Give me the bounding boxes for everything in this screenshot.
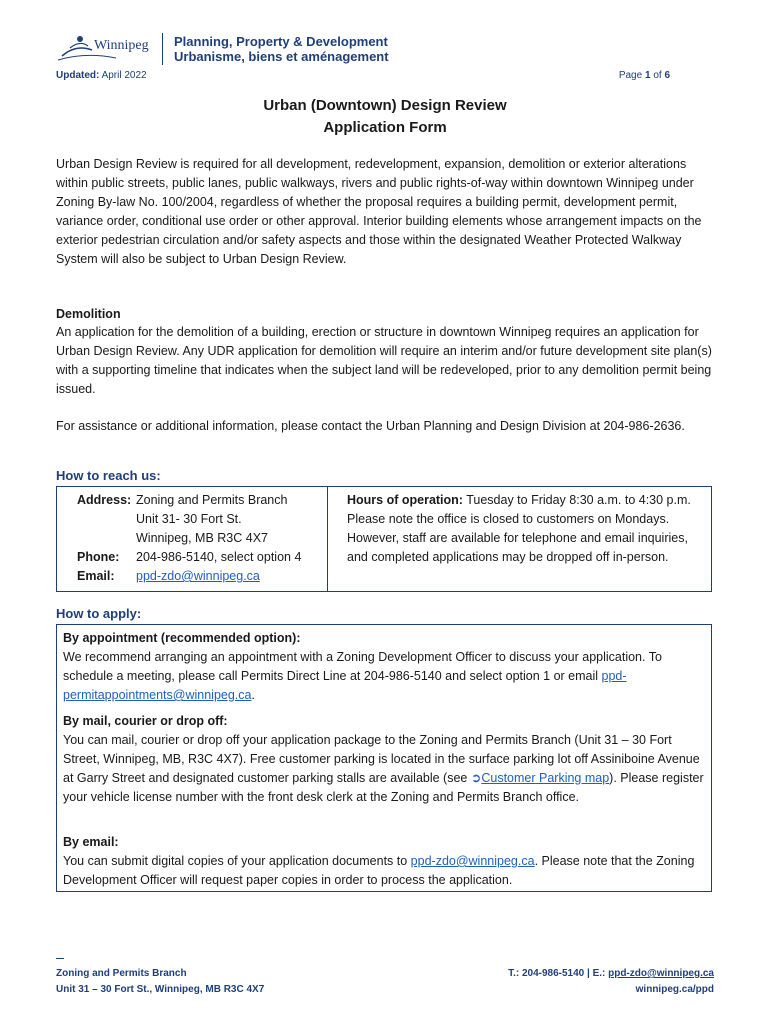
- updated-date: [56, 70, 147, 81]
- appointment-text-before: We recommend arranging an appointment with a Zoning Development Officer to discuss your application. To schedule a meeting, please call Permits Direct Line at 204-986-5140 and select option 1 or email: [63, 650, 662, 683]
- footer-contact-prefix: T.: 204-986-5140 | E.:: [508, 968, 609, 979]
- footer-website[interactable]: winnipeg.ca/ppd: [635, 984, 714, 995]
- page-current: 1: [644, 70, 651, 81]
- submission-email-link[interactable]: ppd-zdo@winnipeg.ca: [410, 854, 535, 868]
- address-line-1: Zoning and Permits Branch: [136, 493, 288, 507]
- address-line-3: Winnipeg, MB R3C 4X7: [136, 531, 269, 545]
- footer-address: Unit 31 – 30 Fort St., Winnipeg, MB R3C 4X7: [56, 984, 265, 995]
- appointment-email-link[interactable]: ppd-permitappointments@winnipeg.ca: [63, 669, 627, 702]
- appointment-option: [63, 629, 707, 705]
- department-name-en: Planning, Property & Development: [174, 34, 388, 49]
- arrow-circle-icon: ➲: [470, 771, 482, 785]
- document-title: Urban (Downtown) Design Review: [263, 97, 507, 114]
- updated-label: Updated:: [56, 70, 100, 81]
- footer-branch-info: [56, 966, 264, 998]
- intro-paragraph: Urban Design Review is required for all development, redevelopment, expansion, demolition or exterior alterations within public streets, public lanes, public walkways, rivers and public rights-of-way within downtown Winnipeg under Zoning By-law No. 100/2004, regardless of whether the proposal requires a building permit, development permit, variance order, conditional use order or other approval. Interior building elements whose arrangement impacts on the exterior pedestrian circulation and/or safety aspects and those within the designated Weather Protected Walkway System will also be subject to Urban Design Review.: [56, 157, 702, 266]
- logo-wordmark: Winnipeg: [94, 38, 149, 53]
- parking-map-label[interactable]: Customer Parking map: [481, 771, 610, 785]
- email-label: Email:: [77, 569, 115, 583]
- apply-heading: How to apply:: [56, 606, 142, 621]
- assistance-paragraph: For assistance or additional information, please contact the Urban Planning and Design Division at 204-986-2636.: [56, 419, 685, 433]
- address-line-2: Unit 31- 30 Fort St.: [136, 512, 242, 526]
- parking-map-link[interactable]: [471, 771, 609, 785]
- reach-heading: How to reach us:: [56, 468, 161, 483]
- page-number: [619, 70, 670, 81]
- department-name-fr: Urbanisme, biens et aménagement: [174, 49, 389, 64]
- footer-email-link[interactable]: ppd-zdo@winnipeg.ca: [608, 968, 714, 979]
- contact-info-box: [56, 486, 712, 592]
- page-header: [56, 30, 396, 70]
- header-divider: [162, 33, 163, 65]
- email-option: [63, 833, 707, 890]
- footer-contact: [508, 966, 714, 982]
- mail-heading: By mail, courier or drop off:: [63, 714, 228, 728]
- email-link[interactable]: ppd-zdo@winnipeg.ca: [136, 569, 260, 583]
- mail-text-before: You can mail, courier or drop off your application package to the Zoning and Permits Branch (Unit 31 – 30 Fort Street, Winnipeg, MB, R3C 4X7). Free customer parking is located in the surface parking lot off Assiniboine Avenue at Garry Street and designated customer parking stalls are available (see: [63, 733, 700, 785]
- page-total: 6: [664, 70, 670, 81]
- page-of: of: [653, 70, 662, 81]
- demolition-heading: Demolition: [56, 307, 121, 321]
- hours-label: Hours of operation:: [347, 493, 463, 507]
- hours-of-operation: [347, 491, 697, 567]
- address-label: Address:: [77, 493, 132, 507]
- demolition-paragraph: An application for the demolition of a building, erection or structure in downtown Winnipeg requires an application for Urban Design Review. Any UDR application for demolition will require an interim and/or future development site plan(s) with a supporting timeline that indicates when the subject land will be redeveloped, prior to any demolition permit being issued.: [56, 325, 712, 396]
- mail-option: [63, 712, 707, 807]
- email-text-after: . Please note that the Zoning Development Officer will request paper copies in order to process the application.: [63, 854, 695, 887]
- hours-text: Tuesday to Friday 8:30 a.m. to 4:30 p.m. Please note the office is closed to customers on Mondays. However, staff are available for telephone and email inquiries, and completed applications may be dropped off in-person.: [347, 493, 691, 564]
- mail-text-after: ). Please register your vehicle license number with the front desk clerk at the Zoning and Permits Branch office.: [63, 771, 704, 804]
- updated-value: April 2022: [101, 70, 147, 81]
- footer-rule: [56, 958, 64, 959]
- phone-label: Phone:: [77, 550, 120, 564]
- page-prefix: Page: [618, 70, 643, 81]
- email-heading: By email:: [63, 835, 119, 849]
- appointment-text: [63, 648, 707, 705]
- contact-details: [57, 487, 328, 591]
- email-text-before: You can submit digital copies of your application documents to: [63, 854, 411, 868]
- mail-text: [63, 731, 707, 807]
- document-subtitle: Application Form: [323, 119, 447, 136]
- email-text: [63, 852, 707, 890]
- phone-value: 204-986-5140, select option 4: [136, 550, 302, 564]
- appointment-text-after: .: [251, 688, 255, 702]
- appointment-heading: By appointment (recommended option):: [63, 631, 301, 645]
- footer-branch: Zoning and Permits Branch: [56, 968, 187, 979]
- apply-options-box: [56, 624, 712, 892]
- footer-contact-info: [508, 966, 714, 998]
